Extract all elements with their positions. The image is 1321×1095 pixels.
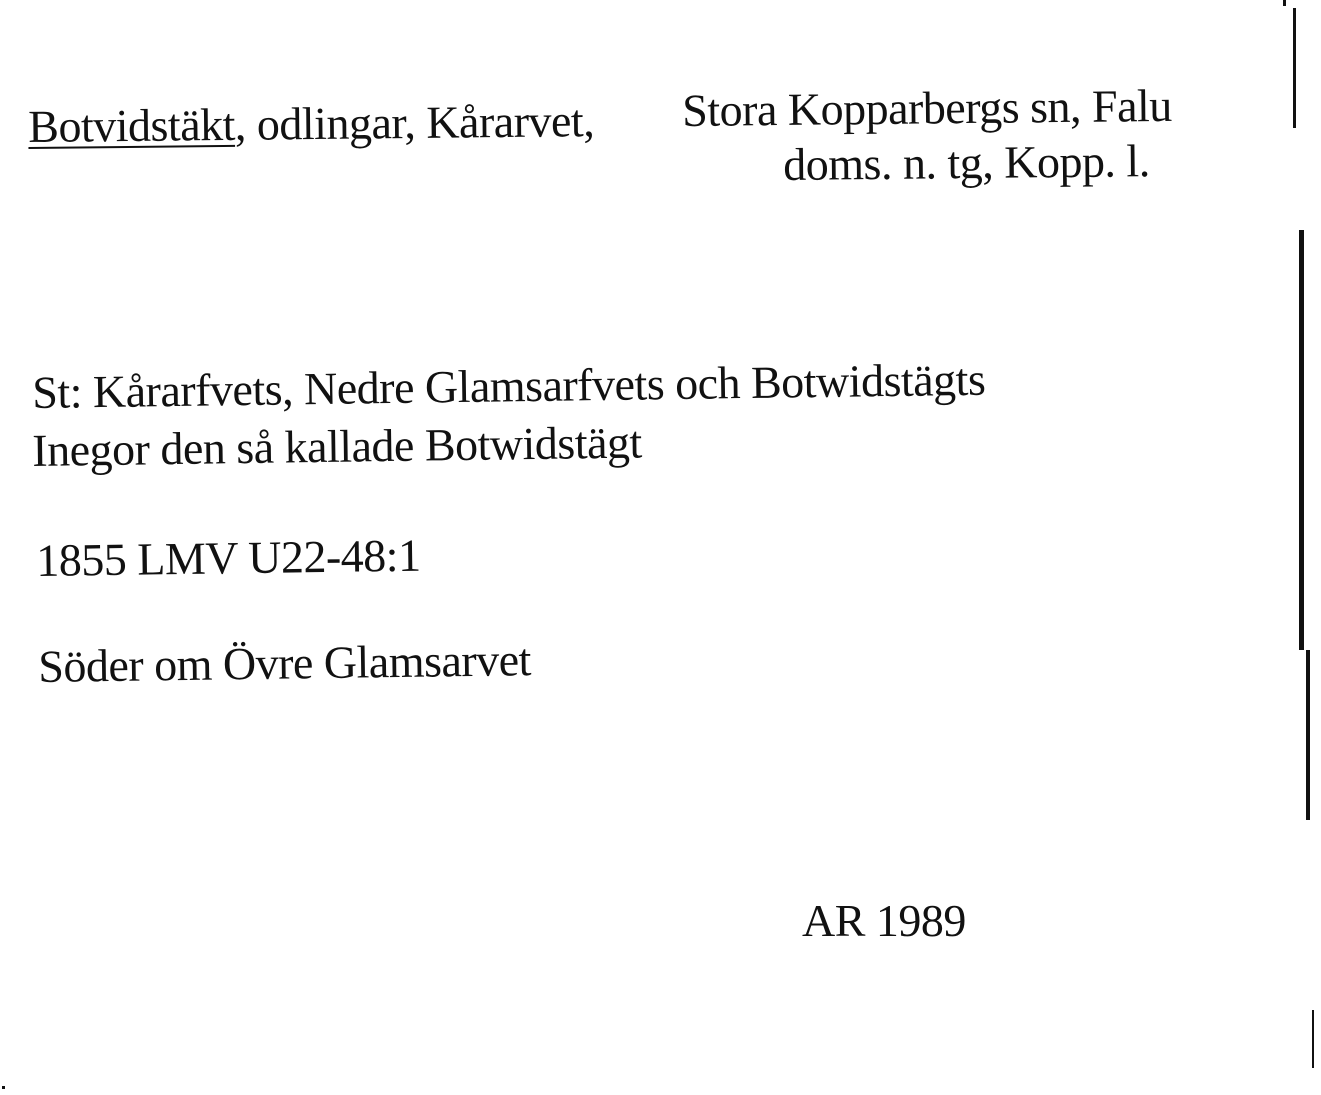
card-edge-bottom [1312,1010,1314,1068]
reference-line: 1855 LMV U22-48:1 [35,529,421,586]
corner-mark [1283,0,1286,6]
body-line-1: St: Kårarfvets, Nedre Glamsarfvets och Botwidstägts [31,353,986,418]
place-name: Botvidstäkt [27,98,236,152]
card-edge-middle [1299,230,1304,650]
location-line-2: doms. n. tg, Kopp. l. [782,135,1150,190]
signature-line: AR 1989 [802,895,966,946]
location-line-1: Stora Kopparbergs sn, Falu [681,79,1173,136]
place-description: , odlingar, Kårarvet, [234,95,595,150]
card-edge-top [1293,8,1296,128]
card-edge-lower [1306,650,1310,820]
speck-mark [2,1086,5,1089]
header-line-1 [27,95,595,152]
body-line-2: Inegor den så kallade Botwidstägt [31,416,643,476]
note-line: Söder om Övre Glamsarvet [37,634,532,692]
